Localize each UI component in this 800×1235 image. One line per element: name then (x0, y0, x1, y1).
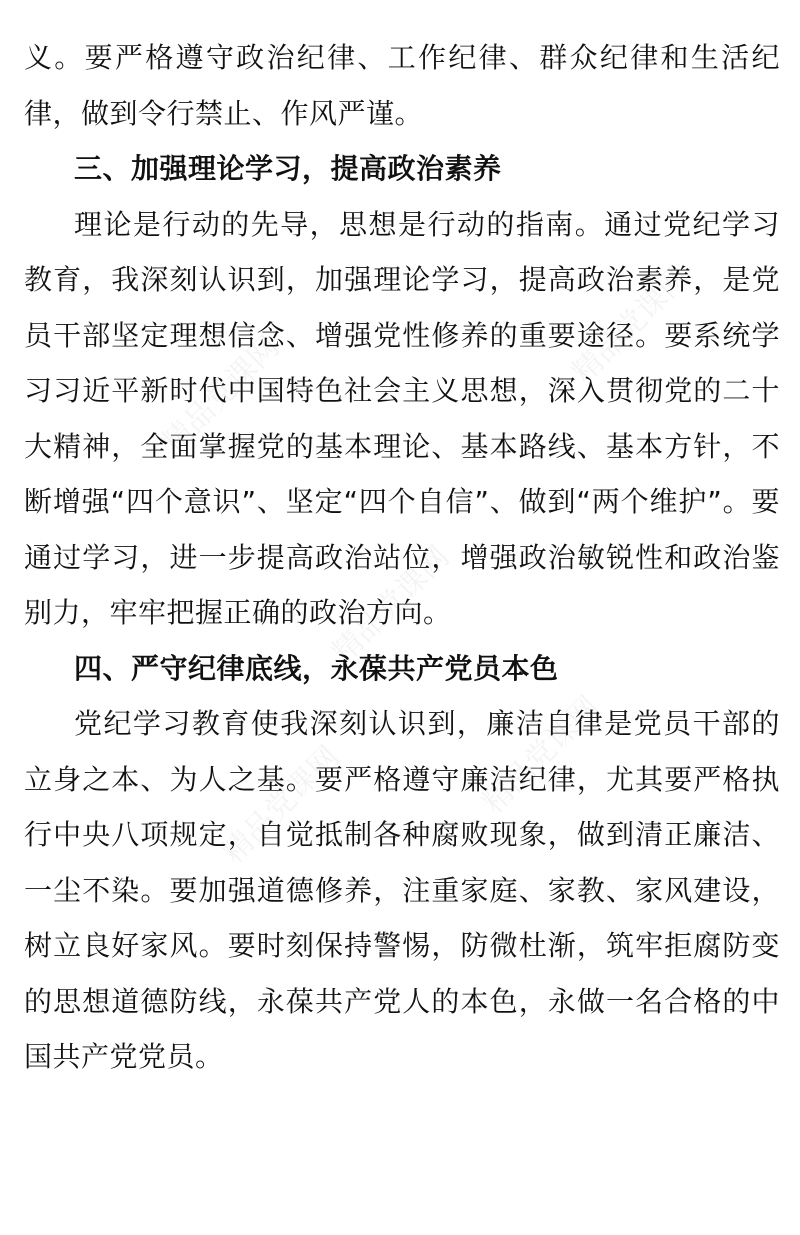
document-body (24, 30, 780, 1085)
paragraph-intro-continued: 义。要严格遵守政治纪律、工作纪律、群众纪律和生活纪律，做到令行禁止、作风严谨。 (24, 41, 780, 130)
paragraph-section-3: 理论是行动的先导，思想是行动的指南。通过党纪学习教育，我深刻认识到，加强理论学习，提高政治素养，是党员干部坚定理想信念、增强党性修养的重要途径。要系统学习习近平新时代中国特色社会主义思想，深入贯彻党的二十大精神，全面掌握党的基本理论、基本路线、基本方针，不断增强“四个意识”、坚定“四个自信”、做到“两个维护”。要通过学习，进一步提高政治站位，增强政治敏锐性和政治鉴别力，牢牢把握正确的政治方向。 (24, 207, 780, 629)
paragraph-section-4: 党纪学习教育使我深刻认识到，廉洁自律是党员干部的立身之本、为人之基。要严格遵守廉洁纪律，尤其要严格执行中央八项规定，自觉抵制各种腐败现象，做到清正廉洁、一尘不染。要加强道德修养，注重家庭、家教、家风建设，树立良好家风。要时刻保持警惕，防微杜渐，筑牢拒腐防变的思想道德防线，永葆共产党人的本色，永做一名合格的中国共产党党员。 (24, 707, 780, 1073)
section-heading-4: 四、严守纪律底线，永葆共产党员本色 (74, 651, 559, 685)
section-heading-3: 三、加强理论学习，提高政治素养 (74, 152, 502, 185)
